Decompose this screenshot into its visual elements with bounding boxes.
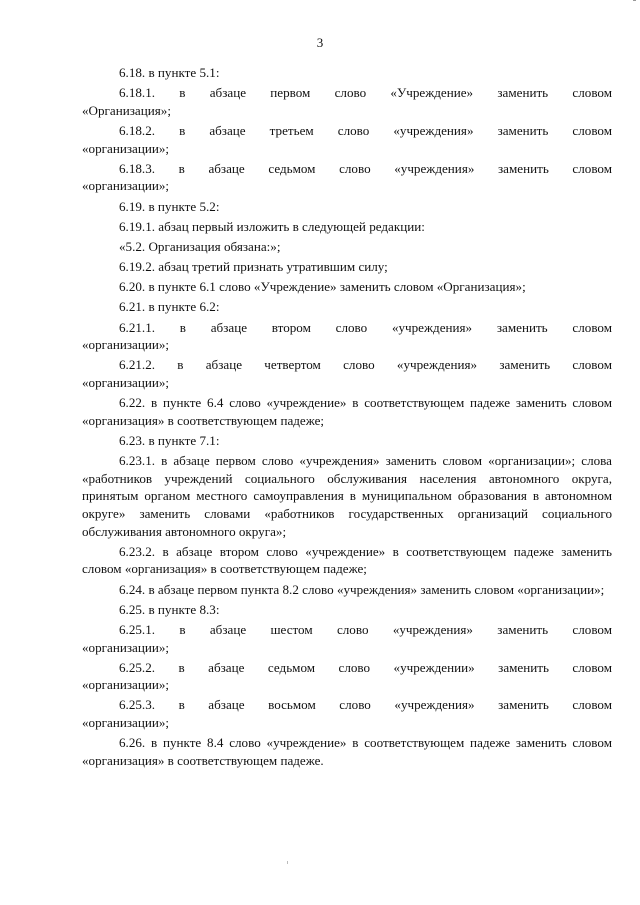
paragraph: 6.20. в пункте 6.1 слово «Учреждение» заменить словом «Организация»; bbox=[119, 279, 526, 295]
paragraph: 6.25. в пункте 8.3: bbox=[119, 601, 220, 617]
paragraph: «Организация»; bbox=[82, 102, 171, 118]
scan-speck bbox=[287, 861, 288, 864]
paragraph: 6.19.2. абзац третий признать утратившим силу; bbox=[119, 259, 388, 275]
paragraph: 6.25.3. в абзаце восьмом слово «учреждения» заменить словом bbox=[119, 697, 612, 713]
paragraph: 6.22. в пункте 6.4 слово «учреждение» в соответствующем падеже заменить словом «организация» в соответствующем падеже; bbox=[82, 395, 612, 428]
paragraph: 6.18.3. в абзаце седьмом слово «учреждения» заменить словом bbox=[119, 160, 612, 176]
paragraph: 6.19. в пункте 5.2: bbox=[119, 198, 220, 214]
paragraph: «организации»; bbox=[82, 140, 170, 156]
page-number: 3 bbox=[316, 35, 324, 50]
paragraph: 6.23.2. в абзаце втором слово «учреждение» в соответствующем падеже заменить словом «организация» в соответствующем падеже; bbox=[82, 543, 612, 577]
document-body bbox=[82, 64, 612, 769]
paragraph: 6.26. в пункте 8.4 слово «учреждение» в соответствующем падеже заменить словом «организация» в соответствующем падеже. bbox=[82, 735, 612, 768]
scan-speck bbox=[633, 0, 636, 1]
paragraph: 6.25.2. в абзаце седьмом слово «учреждении» заменить словом bbox=[119, 659, 612, 675]
paragraph: 6.21.2. в абзаце четвертом слово «учреждения» заменить словом bbox=[119, 357, 612, 373]
paragraph: «организации»; bbox=[82, 375, 170, 391]
paragraph: 6.18.1. в абзаце первом слово «Учреждение» заменить словом bbox=[119, 85, 612, 101]
paragraph: 6.23.1. в абзаце первом слово «учреждения» заменить словом «организации»; слова «работников учреждений социального обслуживания населения автономного округа, принятым органом местного самоуправления в муниципальном образования в автономном округе» заменить словами «работников государственных организаций социального обслуживания автономного округа»; bbox=[82, 453, 612, 539]
paragraph: 6.25.1. в абзаце шестом слово «учреждения» заменить словом bbox=[119, 621, 612, 637]
paragraph: 6.21.1. в абзаце втором слово «учреждения» заменить словом bbox=[119, 319, 612, 335]
paragraph: 6.23. в пункте 7.1: bbox=[119, 433, 220, 448]
paragraph: «организации»; bbox=[82, 178, 170, 194]
paragraph: «организации»; bbox=[82, 337, 170, 353]
paragraph: «организации»; bbox=[82, 639, 170, 655]
paragraph: 6.21. в пункте 6.2: bbox=[119, 299, 220, 315]
paragraph: 6.24. в абзаце первом пункта 8.2 слово «учреждения» заменить словом «организации»; bbox=[119, 581, 605, 597]
paragraph: «организации»; bbox=[82, 715, 170, 731]
paragraph: «организации»; bbox=[82, 677, 170, 693]
paragraph: 6.19.1. абзац первый изложить в следующей редакции: bbox=[119, 218, 425, 234]
paragraph: 6.18. в пункте 5.1: bbox=[119, 65, 220, 80]
paragraph: 6.18.2. в абзаце третьем слово «учреждения» заменить словом bbox=[119, 122, 612, 138]
paragraph: «5.2. Организация обязана:»; bbox=[119, 238, 281, 254]
